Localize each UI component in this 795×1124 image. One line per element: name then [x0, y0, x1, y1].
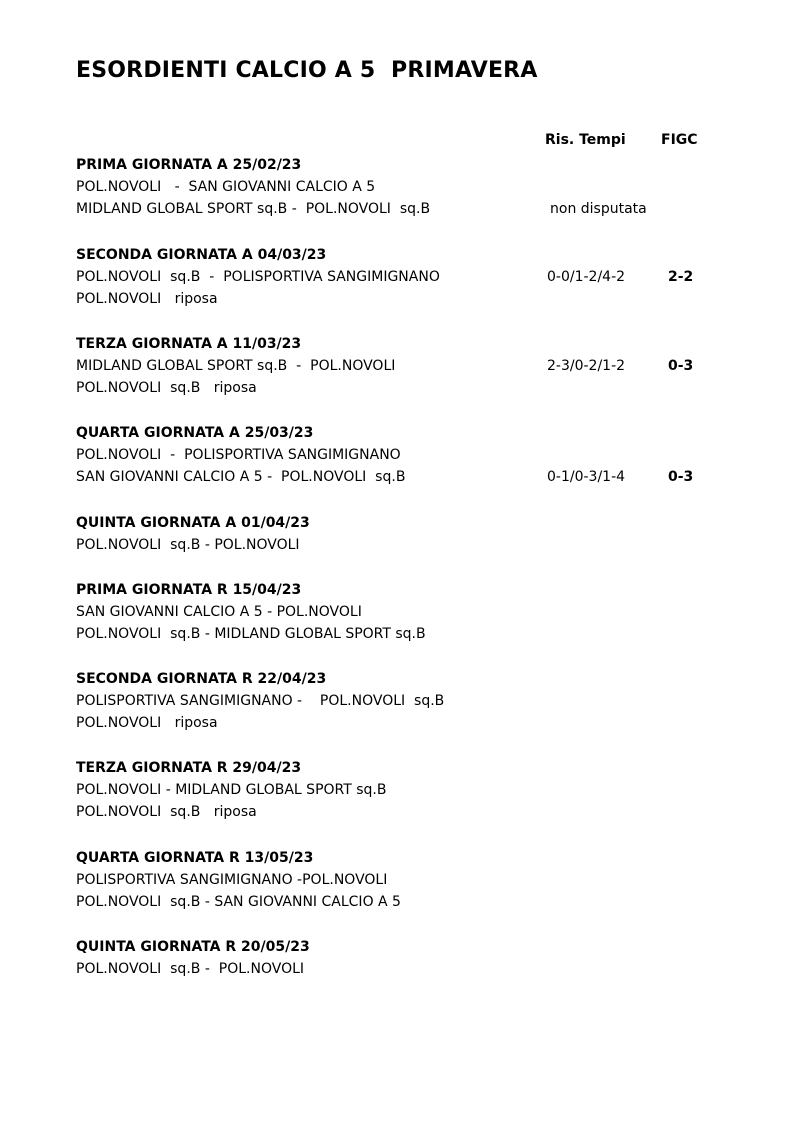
match-teams: POL.NOVOLI sq.B riposa	[76, 804, 257, 820]
match-teams: POLISPORTIVA SANGIMIGNANO - POL.NOVOLI sq.B	[76, 693, 445, 709]
header-figc: FIGC	[661, 132, 698, 148]
match-teams: POL.NOVOLI sq.B - POL.NOVOLI	[76, 537, 300, 553]
match-row	[76, 198, 756, 220]
round-title: TERZA GIORNATA A 11/03/23	[76, 336, 302, 352]
round-block	[76, 422, 756, 488]
match-score-figc: 0-3	[668, 358, 694, 374]
round-title: QUARTA GIORNATA R 13/05/23	[76, 850, 314, 866]
match-row	[76, 601, 756, 623]
round-block	[76, 579, 756, 645]
round-title: PRIMA GIORNATA R 15/04/23	[76, 582, 302, 598]
round-title: QUINTA GIORNATA A 01/04/23	[76, 515, 310, 531]
match-teams: POL.NOVOLI riposa	[76, 291, 218, 307]
page-title: ESORDIENTI CALCIO A 5 PRIMAVERA	[76, 58, 538, 83]
match-teams: POL.NOVOLI sq.B riposa	[76, 380, 257, 396]
match-score-tempi: non disputata	[550, 201, 647, 217]
round-block	[76, 757, 756, 823]
match-row	[76, 444, 756, 466]
match-teams: POL.NOVOLI riposa	[76, 715, 218, 731]
round-title: SECONDA GIORNATA A 04/03/23	[76, 247, 327, 263]
match-row	[76, 534, 756, 556]
match-row	[76, 288, 756, 310]
round-block	[76, 512, 756, 556]
match-teams: POL.NOVOLI - MIDLAND GLOBAL SPORT sq.B	[76, 782, 387, 798]
match-row	[76, 801, 756, 823]
round-block	[76, 668, 756, 734]
round-title: SECONDA GIORNATA R 22/04/23	[76, 671, 327, 687]
round-block	[76, 333, 756, 399]
header-ris-tempi: Ris. Tempi	[545, 132, 626, 148]
round-title: QUINTA GIORNATA R 20/05/23	[76, 939, 310, 955]
match-row	[76, 712, 756, 734]
match-teams: POL.NOVOLI sq.B - SAN GIOVANNI CALCIO A 5	[76, 894, 401, 910]
match-teams: POL.NOVOLI - POLISPORTIVA SANGIMIGNANO	[76, 447, 401, 463]
match-teams: POL.NOVOLI - SAN GIOVANNI CALCIO A 5	[76, 179, 376, 195]
match-row	[76, 869, 756, 891]
match-teams: POLISPORTIVA SANGIMIGNANO -POL.NOVOLI	[76, 872, 388, 888]
match-teams: POL.NOVOLI sq.B - MIDLAND GLOBAL SPORT sq.B	[76, 626, 426, 642]
match-row	[76, 623, 756, 645]
match-teams: SAN GIOVANNI CALCIO A 5 - POL.NOVOLI sq.B	[76, 469, 406, 485]
round-title: TERZA GIORNATA R 29/04/23	[76, 760, 302, 776]
round-block	[76, 154, 756, 220]
match-row	[76, 266, 756, 288]
match-row	[76, 891, 756, 913]
match-score-tempi: 0-0/1-2/4-2	[547, 269, 626, 285]
round-block	[76, 847, 756, 913]
match-row	[76, 176, 756, 198]
match-teams: MIDLAND GLOBAL SPORT sq.B - POL.NOVOLI sq.B	[76, 201, 431, 217]
round-block	[76, 244, 756, 310]
match-score-tempi: 2-3/0-2/1-2	[547, 358, 626, 374]
match-teams: POL.NOVOLI sq.B - POL.NOVOLI	[76, 961, 305, 977]
round-block	[76, 936, 756, 980]
match-row	[76, 958, 756, 980]
match-teams: MIDLAND GLOBAL SPORT sq.B - POL.NOVOLI	[76, 358, 396, 374]
round-title: PRIMA GIORNATA A 25/02/23	[76, 157, 302, 173]
round-title: QUARTA GIORNATA A 25/03/23	[76, 425, 314, 441]
match-row	[76, 466, 756, 488]
match-teams: SAN GIOVANNI CALCIO A 5 - POL.NOVOLI	[76, 604, 362, 620]
match-score-figc: 0-3	[668, 469, 694, 485]
match-row	[76, 690, 756, 712]
match-row	[76, 779, 756, 801]
match-score-figc: 2-2	[668, 269, 694, 285]
match-teams: POL.NOVOLI sq.B - POLISPORTIVA SANGIMIGNANO	[76, 269, 440, 285]
match-score-tempi: 0-1/0-3/1-4	[547, 469, 626, 485]
match-row	[76, 355, 756, 377]
match-row	[76, 377, 756, 399]
